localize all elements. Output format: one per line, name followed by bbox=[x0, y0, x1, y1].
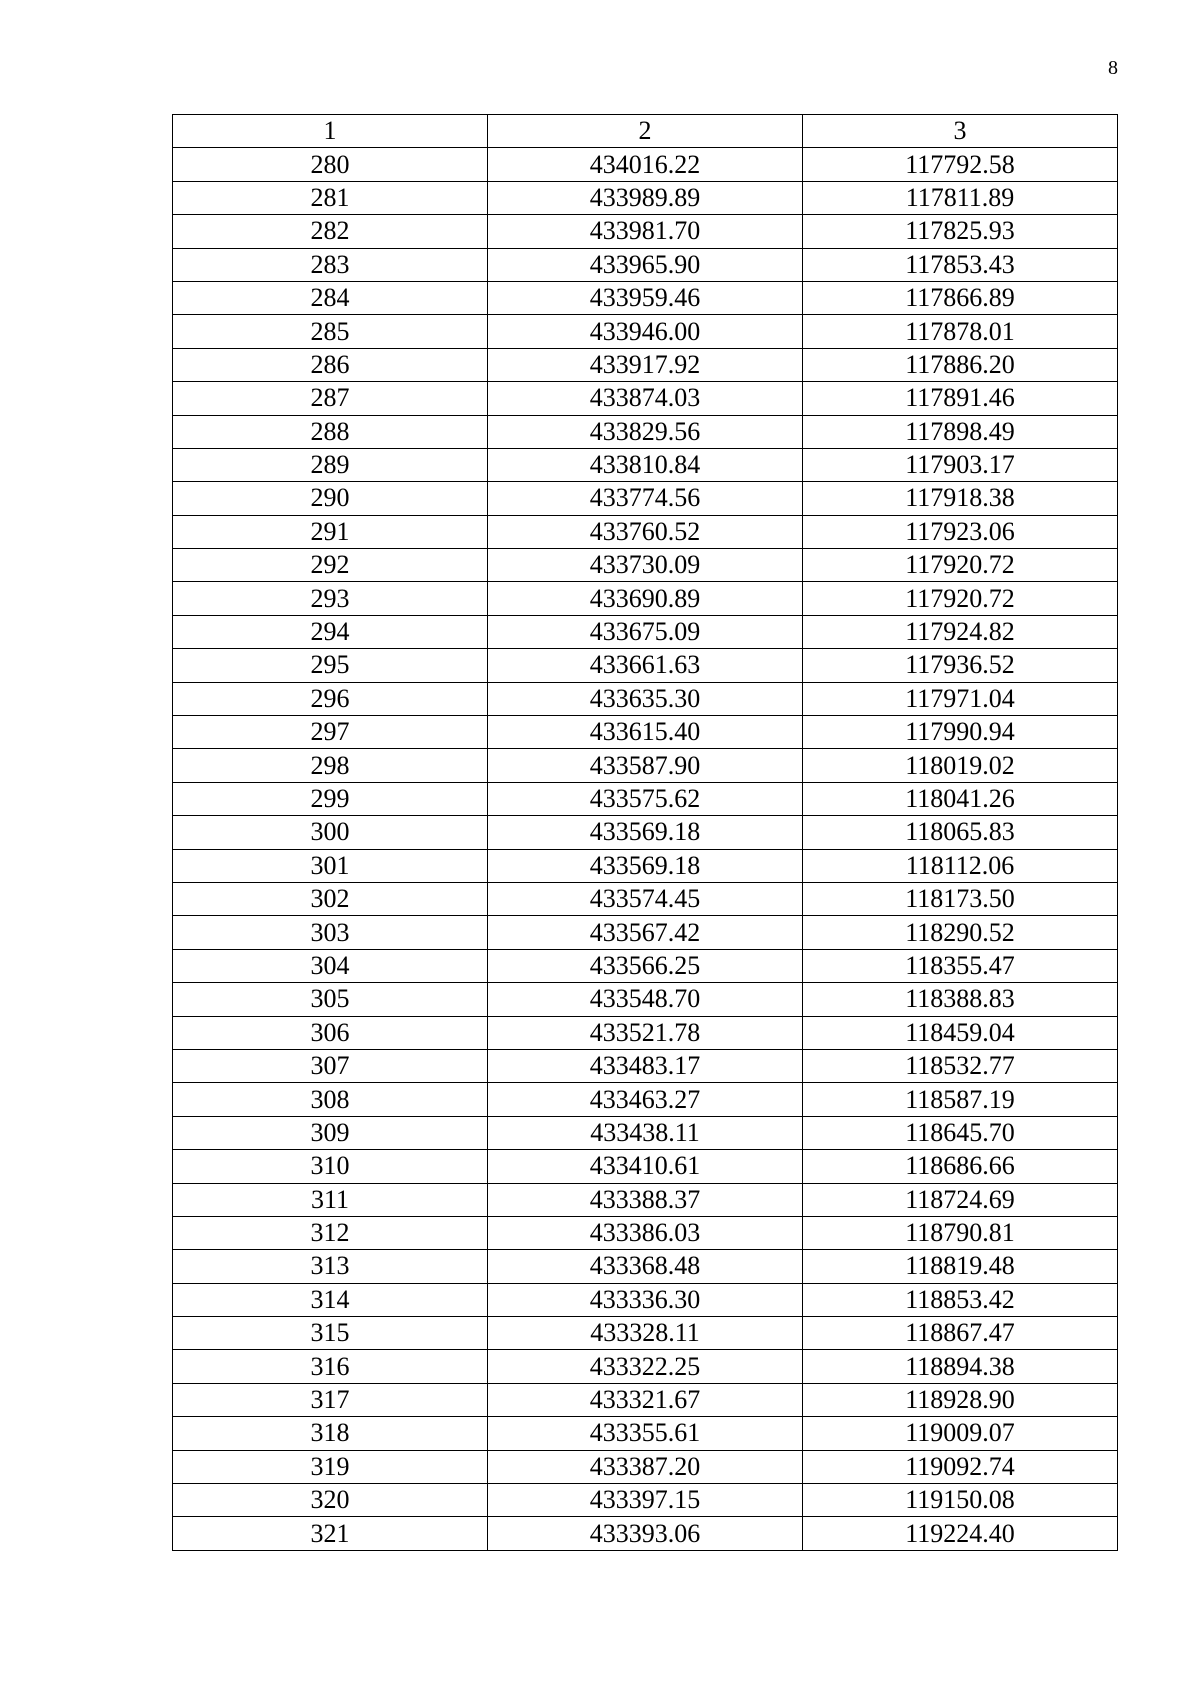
point-number-cell: 291 bbox=[173, 515, 488, 548]
point-number-cell: 301 bbox=[173, 849, 488, 882]
table-row bbox=[173, 1383, 1118, 1416]
table-row bbox=[173, 1250, 1118, 1283]
y-coordinate-cell: 117903.17 bbox=[803, 448, 1118, 481]
y-coordinate-cell: 119224.40 bbox=[803, 1517, 1118, 1550]
x-coordinate-cell: 433355.61 bbox=[488, 1417, 803, 1450]
table-header bbox=[173, 115, 1118, 148]
table-row bbox=[173, 1150, 1118, 1183]
x-coordinate-cell: 433574.45 bbox=[488, 882, 803, 915]
point-number-cell: 281 bbox=[173, 181, 488, 214]
y-coordinate-cell: 118290.52 bbox=[803, 916, 1118, 949]
point-number-cell: 307 bbox=[173, 1049, 488, 1082]
table-row bbox=[173, 1216, 1118, 1249]
x-coordinate-cell: 433730.09 bbox=[488, 549, 803, 582]
table-row bbox=[173, 682, 1118, 715]
table-row bbox=[173, 1049, 1118, 1082]
table-header-row bbox=[173, 115, 1118, 148]
table-row bbox=[173, 983, 1118, 1016]
y-coordinate-cell: 117886.20 bbox=[803, 348, 1118, 381]
y-coordinate-cell: 117811.89 bbox=[803, 181, 1118, 214]
x-coordinate-cell: 433829.56 bbox=[488, 415, 803, 448]
y-coordinate-cell: 117853.43 bbox=[803, 248, 1118, 281]
table-row bbox=[173, 1016, 1118, 1049]
table-row bbox=[173, 215, 1118, 248]
point-number-cell: 299 bbox=[173, 782, 488, 815]
point-number-cell: 317 bbox=[173, 1383, 488, 1416]
y-coordinate-cell: 119092.74 bbox=[803, 1450, 1118, 1483]
x-coordinate-cell: 433368.48 bbox=[488, 1250, 803, 1283]
table-row bbox=[173, 482, 1118, 515]
point-number-cell: 292 bbox=[173, 549, 488, 582]
x-coordinate-cell: 433548.70 bbox=[488, 983, 803, 1016]
table-row bbox=[173, 348, 1118, 381]
y-coordinate-cell: 118041.26 bbox=[803, 782, 1118, 815]
point-number-cell: 311 bbox=[173, 1183, 488, 1216]
point-number-cell: 294 bbox=[173, 615, 488, 648]
x-coordinate-cell: 433569.18 bbox=[488, 816, 803, 849]
table-row bbox=[173, 1450, 1118, 1483]
point-number-cell: 310 bbox=[173, 1150, 488, 1183]
y-coordinate-cell: 118645.70 bbox=[803, 1116, 1118, 1149]
point-number-cell: 289 bbox=[173, 448, 488, 481]
table-row bbox=[173, 749, 1118, 782]
table-row bbox=[173, 448, 1118, 481]
point-number-cell: 288 bbox=[173, 415, 488, 448]
point-number-cell: 304 bbox=[173, 949, 488, 982]
x-coordinate-cell: 433874.03 bbox=[488, 382, 803, 415]
x-coordinate-cell: 433393.06 bbox=[488, 1517, 803, 1550]
table-row bbox=[173, 181, 1118, 214]
point-number-cell: 298 bbox=[173, 749, 488, 782]
y-coordinate-cell: 117920.72 bbox=[803, 549, 1118, 582]
point-number-cell: 296 bbox=[173, 682, 488, 715]
point-number-cell: 287 bbox=[173, 382, 488, 415]
x-coordinate-cell: 433774.56 bbox=[488, 482, 803, 515]
x-coordinate-cell: 433463.27 bbox=[488, 1083, 803, 1116]
x-coordinate-cell: 433981.70 bbox=[488, 215, 803, 248]
x-coordinate-cell: 433989.89 bbox=[488, 181, 803, 214]
table-row bbox=[173, 1417, 1118, 1450]
y-coordinate-cell: 117898.49 bbox=[803, 415, 1118, 448]
y-coordinate-cell: 118790.81 bbox=[803, 1216, 1118, 1249]
point-number-cell: 315 bbox=[173, 1317, 488, 1350]
y-coordinate-cell: 117792.58 bbox=[803, 148, 1118, 181]
x-coordinate-cell: 433336.30 bbox=[488, 1283, 803, 1316]
x-coordinate-cell: 433675.09 bbox=[488, 615, 803, 648]
point-number-cell: 305 bbox=[173, 983, 488, 1016]
point-number-cell: 290 bbox=[173, 482, 488, 515]
x-coordinate-cell: 433521.78 bbox=[488, 1016, 803, 1049]
y-coordinate-cell: 118819.48 bbox=[803, 1250, 1118, 1283]
table-row bbox=[173, 1317, 1118, 1350]
y-coordinate-cell: 118587.19 bbox=[803, 1083, 1118, 1116]
table-row bbox=[173, 1484, 1118, 1517]
x-coordinate-cell: 433322.25 bbox=[488, 1350, 803, 1383]
x-coordinate-cell: 433410.61 bbox=[488, 1150, 803, 1183]
y-coordinate-cell: 118867.47 bbox=[803, 1317, 1118, 1350]
point-number-cell: 316 bbox=[173, 1350, 488, 1383]
y-coordinate-cell: 117920.72 bbox=[803, 582, 1118, 615]
page-number: 8 bbox=[1108, 57, 1118, 79]
point-number-cell: 286 bbox=[173, 348, 488, 381]
y-coordinate-cell: 117971.04 bbox=[803, 682, 1118, 715]
table-row bbox=[173, 1183, 1118, 1216]
y-coordinate-cell: 118894.38 bbox=[803, 1350, 1118, 1383]
x-coordinate-cell: 433661.63 bbox=[488, 649, 803, 682]
table-row bbox=[173, 882, 1118, 915]
x-coordinate-cell: 433566.25 bbox=[488, 949, 803, 982]
point-number-cell: 308 bbox=[173, 1083, 488, 1116]
table-row bbox=[173, 615, 1118, 648]
coordinates-table bbox=[172, 114, 1118, 1551]
x-coordinate-cell: 433321.67 bbox=[488, 1383, 803, 1416]
y-coordinate-cell: 117918.38 bbox=[803, 482, 1118, 515]
point-number-cell: 319 bbox=[173, 1450, 488, 1483]
x-coordinate-cell: 433575.62 bbox=[488, 782, 803, 815]
x-coordinate-cell: 433946.00 bbox=[488, 315, 803, 348]
table-row bbox=[173, 1283, 1118, 1316]
table-row bbox=[173, 949, 1118, 982]
table-row bbox=[173, 1350, 1118, 1383]
y-coordinate-cell: 118853.42 bbox=[803, 1283, 1118, 1316]
y-coordinate-cell: 117924.82 bbox=[803, 615, 1118, 648]
y-coordinate-cell: 117891.46 bbox=[803, 382, 1118, 415]
point-number-cell: 283 bbox=[173, 248, 488, 281]
table-row bbox=[173, 515, 1118, 548]
point-number-cell: 282 bbox=[173, 215, 488, 248]
point-number-cell: 280 bbox=[173, 148, 488, 181]
y-coordinate-cell: 117936.52 bbox=[803, 649, 1118, 682]
x-coordinate-cell: 433690.89 bbox=[488, 582, 803, 615]
point-number-cell: 293 bbox=[173, 582, 488, 615]
point-number-cell: 312 bbox=[173, 1216, 488, 1249]
y-coordinate-cell: 118459.04 bbox=[803, 1016, 1118, 1049]
table-row bbox=[173, 415, 1118, 448]
table-row bbox=[173, 248, 1118, 281]
x-coordinate-cell: 433635.30 bbox=[488, 682, 803, 715]
y-coordinate-cell: 117923.06 bbox=[803, 515, 1118, 548]
y-coordinate-cell: 117866.89 bbox=[803, 281, 1118, 314]
table-row bbox=[173, 849, 1118, 882]
y-coordinate-cell: 119009.07 bbox=[803, 1417, 1118, 1450]
y-coordinate-cell: 118686.66 bbox=[803, 1150, 1118, 1183]
table-row bbox=[173, 582, 1118, 615]
table-row bbox=[173, 549, 1118, 582]
point-number-cell: 306 bbox=[173, 1016, 488, 1049]
table-body bbox=[173, 148, 1118, 1550]
y-coordinate-cell: 119150.08 bbox=[803, 1484, 1118, 1517]
header-cell-2: 2 bbox=[488, 115, 803, 148]
x-coordinate-cell: 434016.22 bbox=[488, 148, 803, 181]
table-row bbox=[173, 1517, 1118, 1550]
y-coordinate-cell: 117990.94 bbox=[803, 716, 1118, 749]
header-cell-1: 1 bbox=[173, 115, 488, 148]
y-coordinate-cell: 118065.83 bbox=[803, 816, 1118, 849]
table-row bbox=[173, 716, 1118, 749]
y-coordinate-cell: 118173.50 bbox=[803, 882, 1118, 915]
point-number-cell: 314 bbox=[173, 1283, 488, 1316]
table-row bbox=[173, 782, 1118, 815]
table-row bbox=[173, 816, 1118, 849]
table-row bbox=[173, 281, 1118, 314]
y-coordinate-cell: 118388.83 bbox=[803, 983, 1118, 1016]
point-number-cell: 295 bbox=[173, 649, 488, 682]
x-coordinate-cell: 433760.52 bbox=[488, 515, 803, 548]
point-number-cell: 320 bbox=[173, 1484, 488, 1517]
point-number-cell: 302 bbox=[173, 882, 488, 915]
x-coordinate-cell: 433397.15 bbox=[488, 1484, 803, 1517]
y-coordinate-cell: 118724.69 bbox=[803, 1183, 1118, 1216]
y-coordinate-cell: 118928.90 bbox=[803, 1383, 1118, 1416]
table-row bbox=[173, 315, 1118, 348]
point-number-cell: 321 bbox=[173, 1517, 488, 1550]
x-coordinate-cell: 433483.17 bbox=[488, 1049, 803, 1082]
x-coordinate-cell: 433917.92 bbox=[488, 348, 803, 381]
y-coordinate-cell: 118112.06 bbox=[803, 849, 1118, 882]
x-coordinate-cell: 433965.90 bbox=[488, 248, 803, 281]
y-coordinate-cell: 118532.77 bbox=[803, 1049, 1118, 1082]
x-coordinate-cell: 433387.20 bbox=[488, 1450, 803, 1483]
point-number-cell: 300 bbox=[173, 816, 488, 849]
point-number-cell: 318 bbox=[173, 1417, 488, 1450]
x-coordinate-cell: 433328.11 bbox=[488, 1317, 803, 1350]
x-coordinate-cell: 433615.40 bbox=[488, 716, 803, 749]
point-number-cell: 285 bbox=[173, 315, 488, 348]
y-coordinate-cell: 118019.02 bbox=[803, 749, 1118, 782]
x-coordinate-cell: 433567.42 bbox=[488, 916, 803, 949]
table-row bbox=[173, 916, 1118, 949]
table-row bbox=[173, 649, 1118, 682]
header-cell-3: 3 bbox=[803, 115, 1118, 148]
x-coordinate-cell: 433810.84 bbox=[488, 448, 803, 481]
point-number-cell: 284 bbox=[173, 281, 488, 314]
x-coordinate-cell: 433587.90 bbox=[488, 749, 803, 782]
point-number-cell: 303 bbox=[173, 916, 488, 949]
y-coordinate-cell: 118355.47 bbox=[803, 949, 1118, 982]
table-row bbox=[173, 382, 1118, 415]
point-number-cell: 313 bbox=[173, 1250, 488, 1283]
point-number-cell: 297 bbox=[173, 716, 488, 749]
x-coordinate-cell: 433569.18 bbox=[488, 849, 803, 882]
table-row bbox=[173, 1083, 1118, 1116]
x-coordinate-cell: 433386.03 bbox=[488, 1216, 803, 1249]
y-coordinate-cell: 117825.93 bbox=[803, 215, 1118, 248]
table-row bbox=[173, 1116, 1118, 1149]
x-coordinate-cell: 433388.37 bbox=[488, 1183, 803, 1216]
table-row bbox=[173, 148, 1118, 181]
y-coordinate-cell: 117878.01 bbox=[803, 315, 1118, 348]
point-number-cell: 309 bbox=[173, 1116, 488, 1149]
x-coordinate-cell: 433438.11 bbox=[488, 1116, 803, 1149]
x-coordinate-cell: 433959.46 bbox=[488, 281, 803, 314]
